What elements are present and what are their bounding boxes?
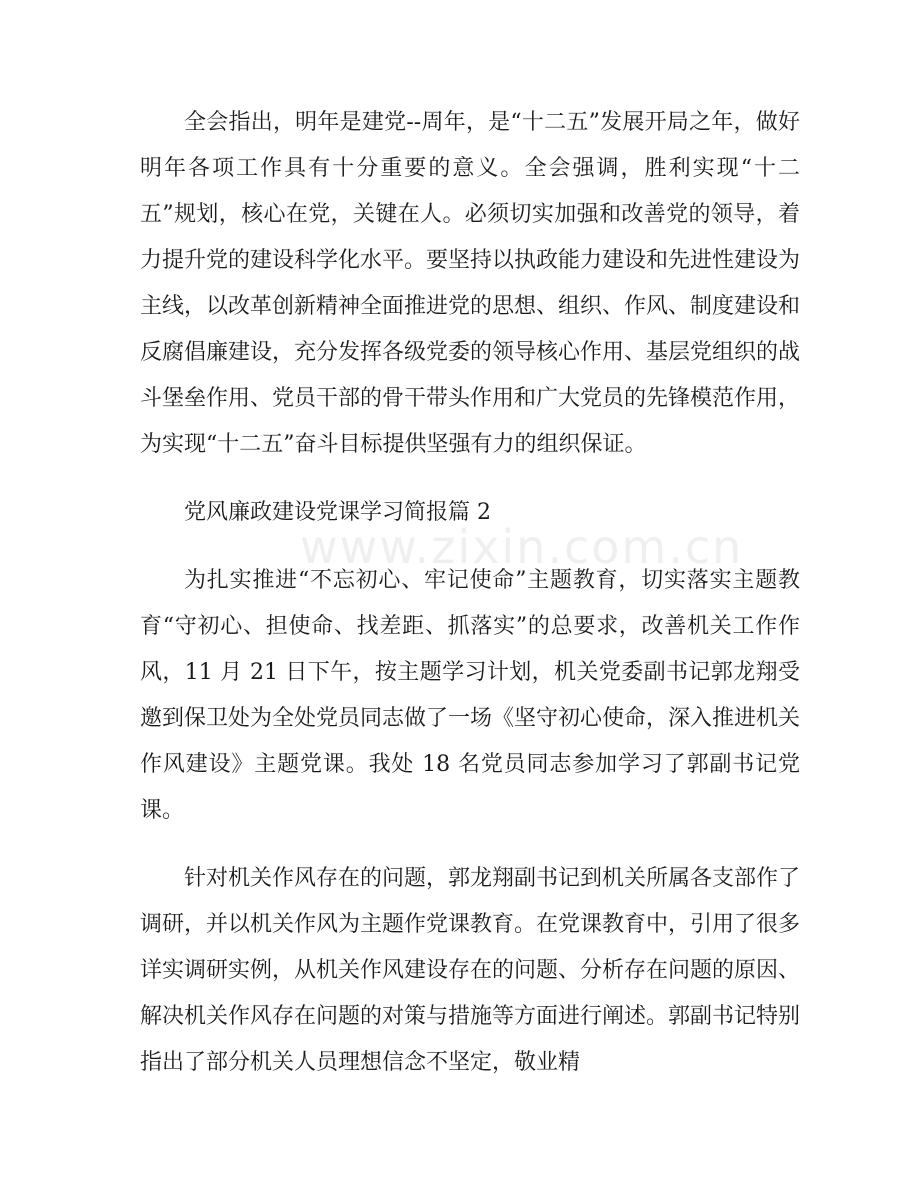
document-body: [140, 100, 800, 1108]
paragraph-plenary-session: 全会指出，明年是建党--周年，是“十二五”发展开局之年，做好明年各项工作具有十分重要的意义。全会强调，胜利实现“十二五”规划，核心在党，关键在人。必须切实加强和改善党的领导，着力提升党的建设科学化水平。要坚持以执政能力建设和先进性建设为主线，以改革创新精神全面推进党的思想、组织、作风、制度建设和反腐倡廉建设，充分发挥各级党委的领导核心作用、基层党组织的战斗堡垒作用、党员干部的骨干带头作用和广大党员的先锋模范作用，为实现“十二五”奋斗目标提供坚强有力的组织保证。: [140, 110, 801, 457]
watermark: www.zixin.com.cn: [300, 520, 744, 574]
paragraph-work-style: 针对机关作风存在的问题，郭龙翔副书记到机关所属各支部作了调研，并以机关作风为主题作党课教育。在党课教育中，引用了很多详实调研实例，从机关作风建设存在的问题、分析存在问题的原因、解决机关作风存在问题的对策与措施等方面进行阐述。郭副书记特别指出了部分机关人员理想信念不坚定，敬业精: [140, 866, 801, 1075]
section-heading: 党风廉政建设党课学习简报篇 2: [184, 500, 491, 525]
paragraph-theme-education: 为扎实推进“不忘初心、牢记使命”主题教育，切实落实主题教育“守初心、担使命、找差距、抓落实”的总要求，改善机关工作作风，11 月 21 日下午，按主题学习计划，机关党委副书记郭龙翔受邀到保卫处为全处党员同志做了一场《坚守初心使命，深入推进机关作风建设》主题党课。我处 18 名党员同志参加学习了郭副书记党课。: [140, 568, 801, 823]
